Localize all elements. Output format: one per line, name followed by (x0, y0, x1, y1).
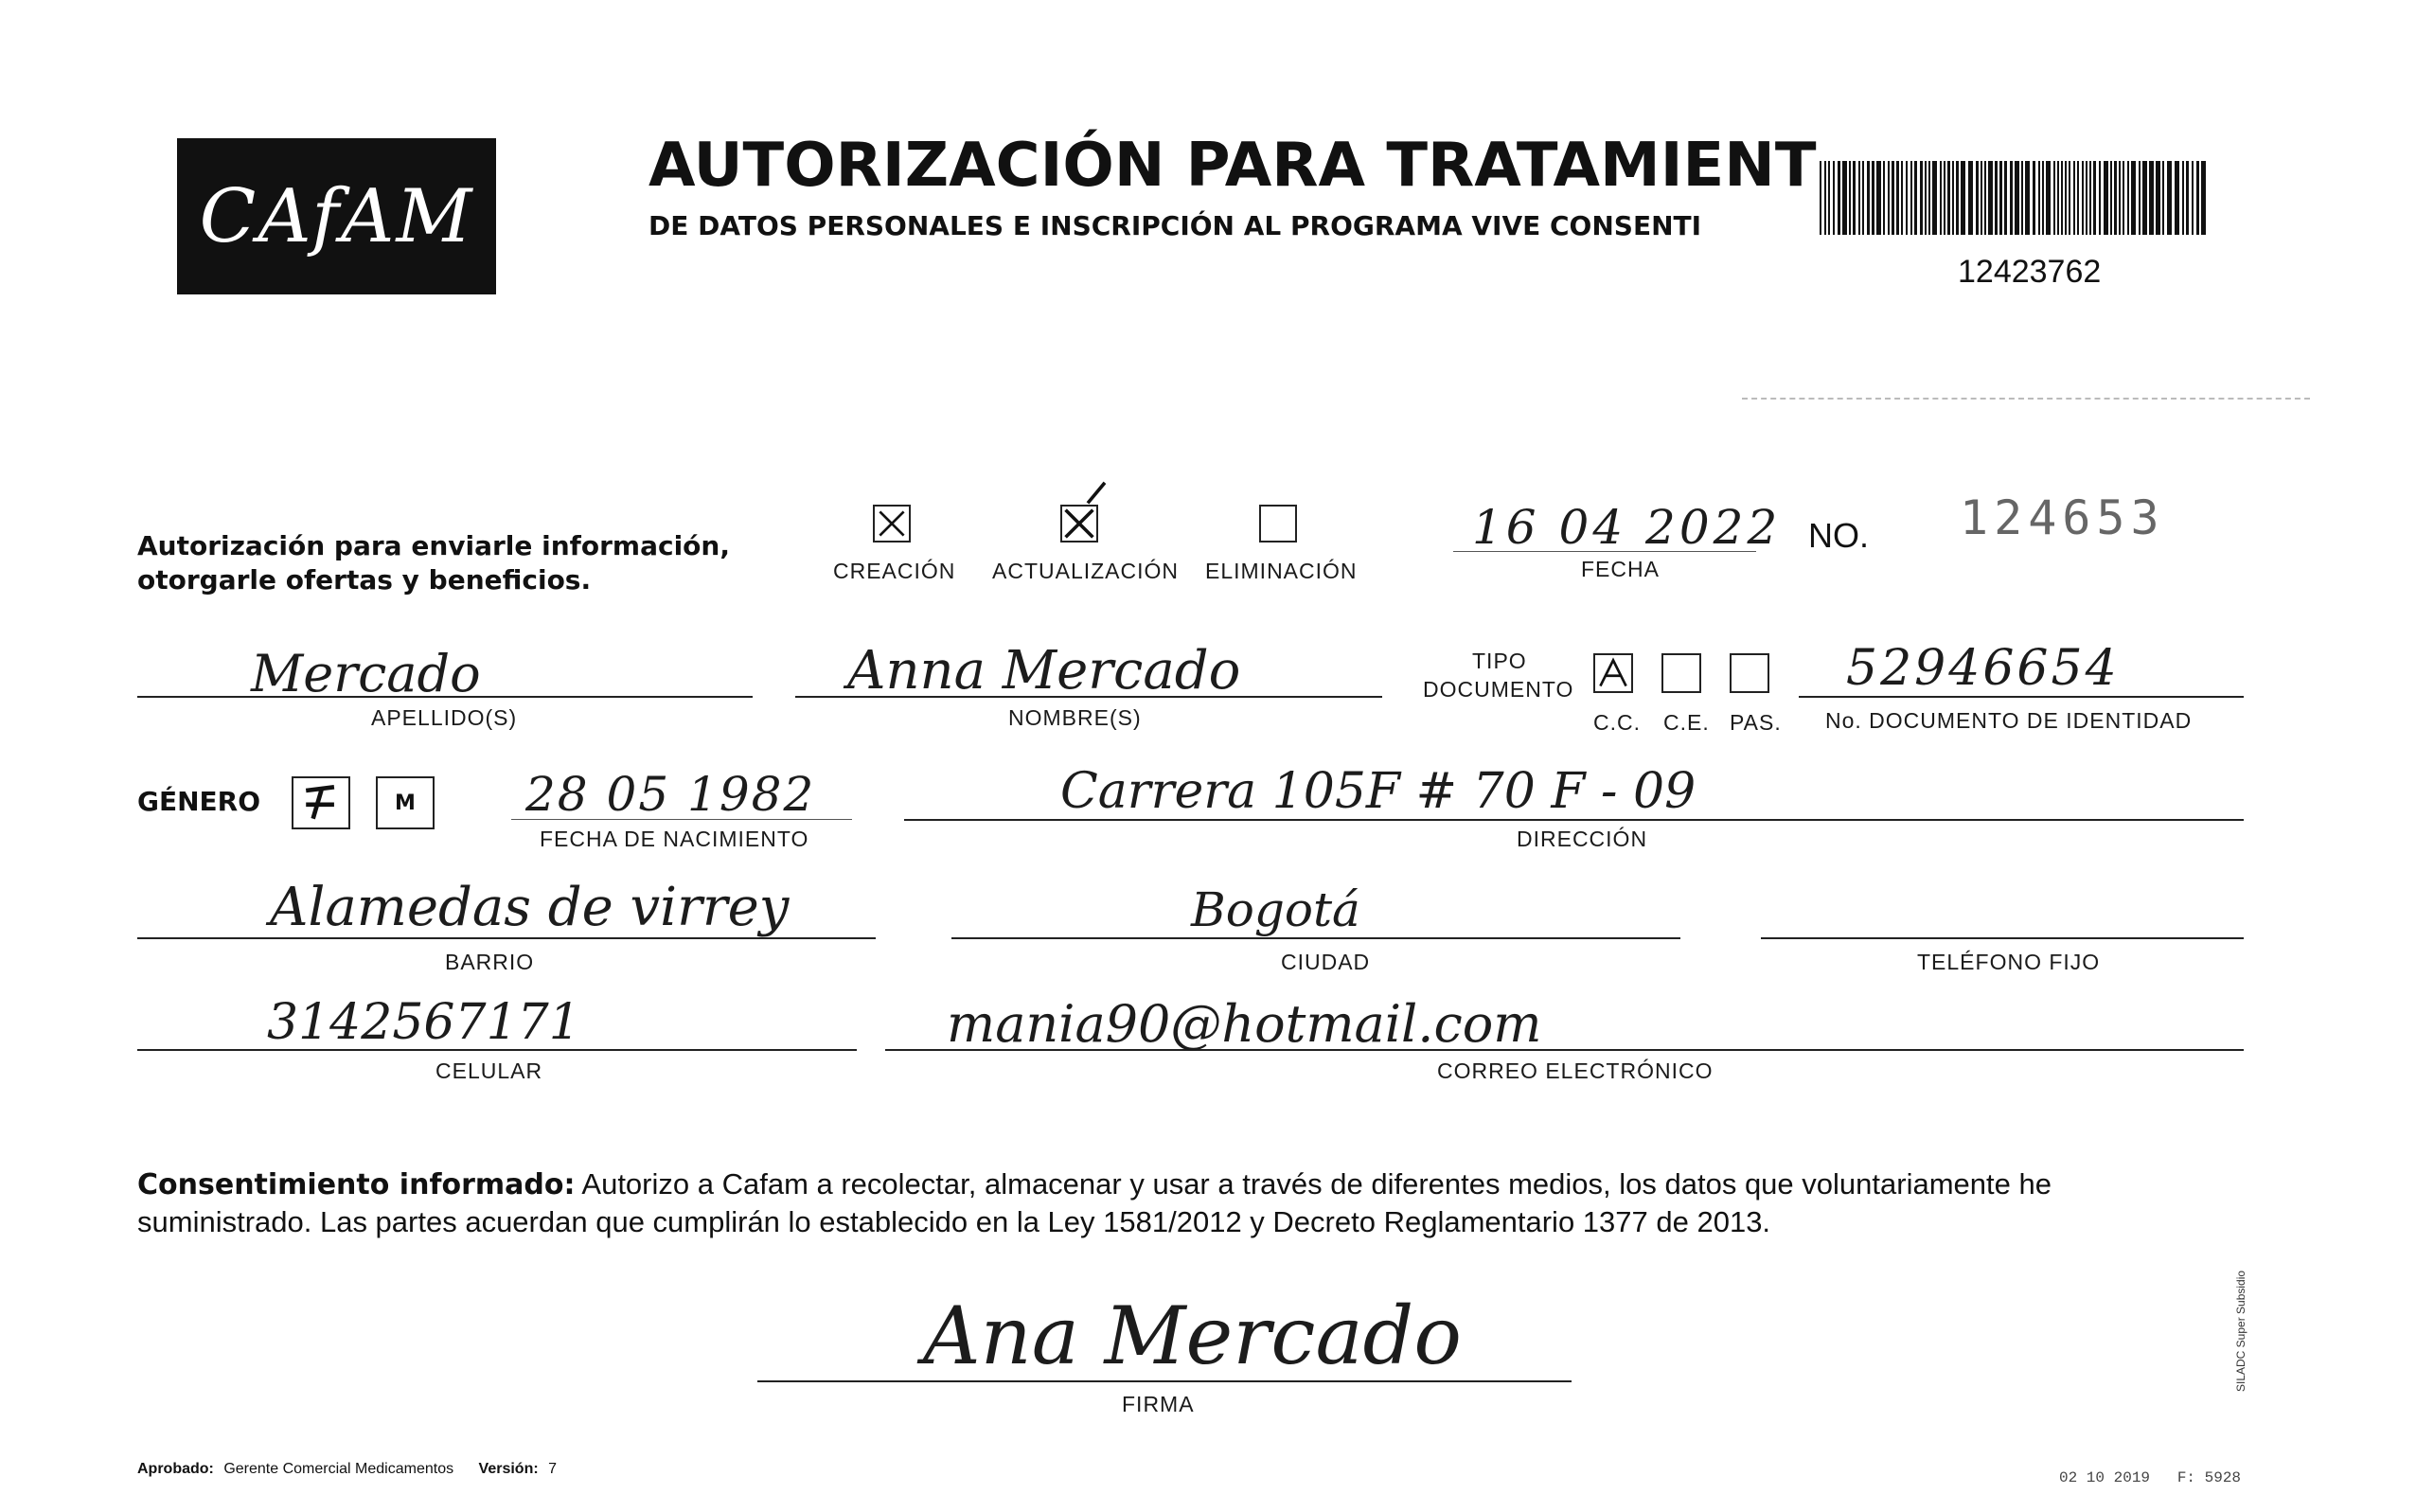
barcode-bar (2046, 161, 2051, 235)
barcode-bar (2119, 161, 2121, 235)
gender-m-label: M (395, 791, 416, 815)
creacion-label: CREACIÓN (833, 559, 956, 583)
barcode-bar (1981, 161, 1982, 235)
address-value[interactable]: Carrera 105F # 70 F - 09 (1060, 763, 1697, 820)
check-x-icon (293, 778, 348, 827)
footer-code: 02 10 2019 F: 5928 (2059, 1469, 2242, 1486)
email-value[interactable]: mania90@hotmail.com (947, 994, 1542, 1054)
mobile-label: CELULAR (435, 1058, 543, 1083)
barcode-bar (1910, 161, 1912, 235)
approved-value: Gerente Comercial Medicamentos (223, 1461, 454, 1477)
barcode-bar (1940, 161, 1942, 235)
barcode-bar (2104, 161, 2108, 235)
barcode-bar (1853, 161, 1856, 235)
check-x-icon (1595, 655, 1631, 691)
barcode-bar (1838, 161, 1840, 235)
city-value[interactable]: Bogotá (1191, 882, 1360, 937)
barcode-bar (2099, 161, 2101, 235)
form-number: 124653 (1960, 490, 2165, 545)
side-text: SILADC Super Subsidio (2234, 1270, 2247, 1392)
number-label: NO. (1808, 516, 1870, 555)
doc-type-label-1: TIPO (1472, 649, 1527, 673)
barcode-bar (1906, 161, 1908, 235)
creacion-checkbox[interactable] (873, 505, 911, 543)
date-label: FECHA (1581, 557, 1660, 581)
approved-label: Aprobado: (137, 1461, 214, 1477)
eliminacion-label: ELIMINACIÓN (1205, 559, 1358, 583)
barcode-bar (2025, 161, 2030, 235)
barcode-bar (1968, 161, 1973, 235)
date-line (1453, 551, 1756, 552)
doc-type-pas-label: PAS. (1730, 710, 1782, 735)
barcode-bar (2182, 161, 2184, 235)
barcode-bar (1914, 161, 1917, 235)
phone-label: TELÉFONO FIJO (1917, 950, 2101, 974)
barcode-bar (1867, 161, 1870, 235)
doc-type-label-2: DOCUMENTO (1423, 677, 1574, 702)
form-title: AUTORIZACIÓN PARA TRATAMIENT (648, 131, 1817, 201)
address-label: DIRECCIÓN (1517, 827, 1648, 851)
consent-bold: Consentimiento informado: (137, 1168, 576, 1201)
barcode-number: 12423762 (1958, 254, 2102, 290)
barcode-bar (2053, 161, 2055, 235)
surname-label: APELLIDO(S) (371, 705, 518, 730)
barcode-bar (2142, 161, 2147, 235)
barcode-bar (1862, 161, 1864, 235)
form-subtitle: DE DATOS PERSONALES E INSCRIPCIÓN AL PROGRAMA VIVE CONSENTI (648, 210, 1702, 241)
barcode-bar (2061, 161, 2063, 235)
barcode-bar (1828, 161, 1830, 235)
barcode-bar (2069, 161, 2070, 235)
mobile-value[interactable]: 3142567171 (267, 994, 580, 1051)
barcode-bar (2010, 161, 2013, 235)
barcode-bar (1932, 161, 1937, 235)
name-label: NOMBRE(S) (1008, 705, 1142, 730)
barcode (1820, 161, 2208, 235)
barcode-bar (2127, 161, 2129, 235)
barcode-bar (2073, 161, 2075, 235)
barcode-bar (1976, 161, 1979, 235)
barcode-bar (2015, 161, 2019, 235)
approval-info (137, 1461, 557, 1478)
barcode-bar (2038, 161, 2040, 235)
barcode-bar (1961, 161, 1965, 235)
doc-type-pas-checkbox[interactable] (1730, 653, 1769, 693)
cafam-logo (177, 138, 496, 294)
barcode-bar (2156, 161, 2160, 235)
barcode-bar (1947, 161, 1950, 235)
doc-type-cc-label: C.C. (1593, 710, 1641, 735)
actualizacion-checkbox[interactable] (1060, 505, 1098, 543)
barcode-bar (1849, 161, 1851, 235)
barcode-bar (1944, 161, 1945, 235)
barcode-bar (2082, 161, 2084, 235)
eliminacion-checkbox[interactable] (1259, 505, 1297, 543)
authorization-text-1: Autorización para enviarle información, (137, 530, 730, 561)
barcode-bar (2021, 161, 2023, 235)
doc-type-cc-checkbox[interactable] (1593, 653, 1633, 693)
barcode-bar (1928, 161, 1930, 235)
barcode-bar (2196, 161, 2199, 235)
signature-label: FIRMA (1122, 1392, 1195, 1416)
gender-f-checkbox[interactable] (292, 776, 350, 829)
check-x-icon (1062, 507, 1096, 541)
barcode-bar (1842, 161, 1847, 235)
barcode-bar (2057, 161, 2059, 235)
barcode-bar (2077, 161, 2079, 235)
barcode-bar (1872, 161, 1874, 235)
barcode-bar (2167, 161, 2172, 235)
barcode-bar (1820, 161, 1821, 235)
date-value[interactable]: 16 04 2022 (1472, 500, 1782, 555)
barcode-bar (1956, 161, 1959, 235)
city-label: CIUDAD (1281, 950, 1371, 974)
barcode-bar (1952, 161, 1954, 235)
barcode-bar (2114, 161, 2117, 235)
barcode-bar (1824, 161, 1826, 235)
barcode-bar (1883, 161, 1885, 235)
barrio-label: BARRIO (445, 950, 535, 974)
consent-text-1: Autorizo a Cafam a recolectar, almacenar y usar a través de diferentes medios, los datos que voluntariamente he (575, 1167, 2052, 1201)
barcode-bar (2186, 161, 2189, 235)
barcode-bar (2139, 161, 2141, 235)
barcode-bar (2033, 161, 2035, 235)
barcode-bar (1876, 161, 1881, 235)
version-value: 7 (548, 1461, 558, 1477)
doc-type-ce-label: C.E. (1663, 710, 1710, 735)
barcode-bar (1999, 161, 2002, 235)
barcode-bar (1988, 161, 1993, 235)
birth-label: FECHA DE NACIMIENTO (540, 827, 809, 851)
barrio-value[interactable]: Alamedas de virrey (270, 877, 790, 938)
barcode-bar (2123, 161, 2124, 235)
barcode-bar (2042, 161, 2044, 235)
barcode-bar (1896, 161, 1899, 235)
name-value[interactable]: Anna Mercado (847, 640, 1241, 702)
email-label: CORREO ELECTRÓNICO (1437, 1058, 1714, 1083)
barcode-bar (2131, 161, 2136, 235)
phone-line (1761, 937, 2244, 939)
barcode-bar (2192, 161, 2194, 235)
consent-line-1 (137, 1167, 2248, 1201)
barcode-bar (1995, 161, 1998, 235)
gender-m-checkbox[interactable] (376, 776, 435, 829)
doc-type-ce-checkbox[interactable] (1661, 653, 1701, 693)
barcode-bar (1888, 161, 1890, 235)
authorization-text-2: otorgarle ofertas y beneficios. (137, 564, 592, 596)
barcode-bar (1892, 161, 1894, 235)
barcode-bar (2110, 161, 2112, 235)
doc-number-value[interactable]: 52946654 (1846, 640, 2120, 697)
barcode-bar (2201, 161, 2206, 235)
city-line (951, 937, 1680, 939)
faint-dash-line (1742, 398, 2310, 400)
barcode-bar (1984, 161, 1986, 235)
doc-number-label: No. DOCUMENTO DE IDENTIDAD (1825, 708, 2193, 733)
barcode-bar (2004, 161, 2007, 235)
actualizacion-label: ACTUALIZACIÓN (992, 559, 1180, 583)
gender-label: GÉNERO (137, 786, 261, 817)
barcode-bar (1858, 161, 1860, 235)
barcode-bar (2089, 161, 2091, 235)
barcode-bar (1925, 161, 1927, 235)
barcode-bar (2162, 161, 2164, 235)
surname-value[interactable]: Mercado (251, 644, 481, 703)
barcode-bar (1920, 161, 1923, 235)
consent-text-2: suministrado. Las partes acuerdan que cumplirán lo establecido en la Ley 1581/2012 y Decreto Reglamentario 1377 de 2013. (137, 1205, 1771, 1238)
barcode-bar (2093, 161, 2096, 235)
barcode-bar (1833, 161, 1835, 235)
barcode-bar (1901, 161, 1903, 235)
barcode-bar (2149, 161, 2154, 235)
logo-text: CAfAM (199, 173, 474, 259)
check-x-icon (875, 507, 909, 541)
barcode-bar (2175, 161, 2179, 235)
barcode-bar (2065, 161, 2067, 235)
birth-value[interactable]: 28 05 1982 (525, 767, 816, 822)
barcode-bar (2086, 161, 2087, 235)
signature-value[interactable]: Ana Mercado (923, 1290, 1462, 1382)
version-label: Versión: (478, 1461, 539, 1477)
